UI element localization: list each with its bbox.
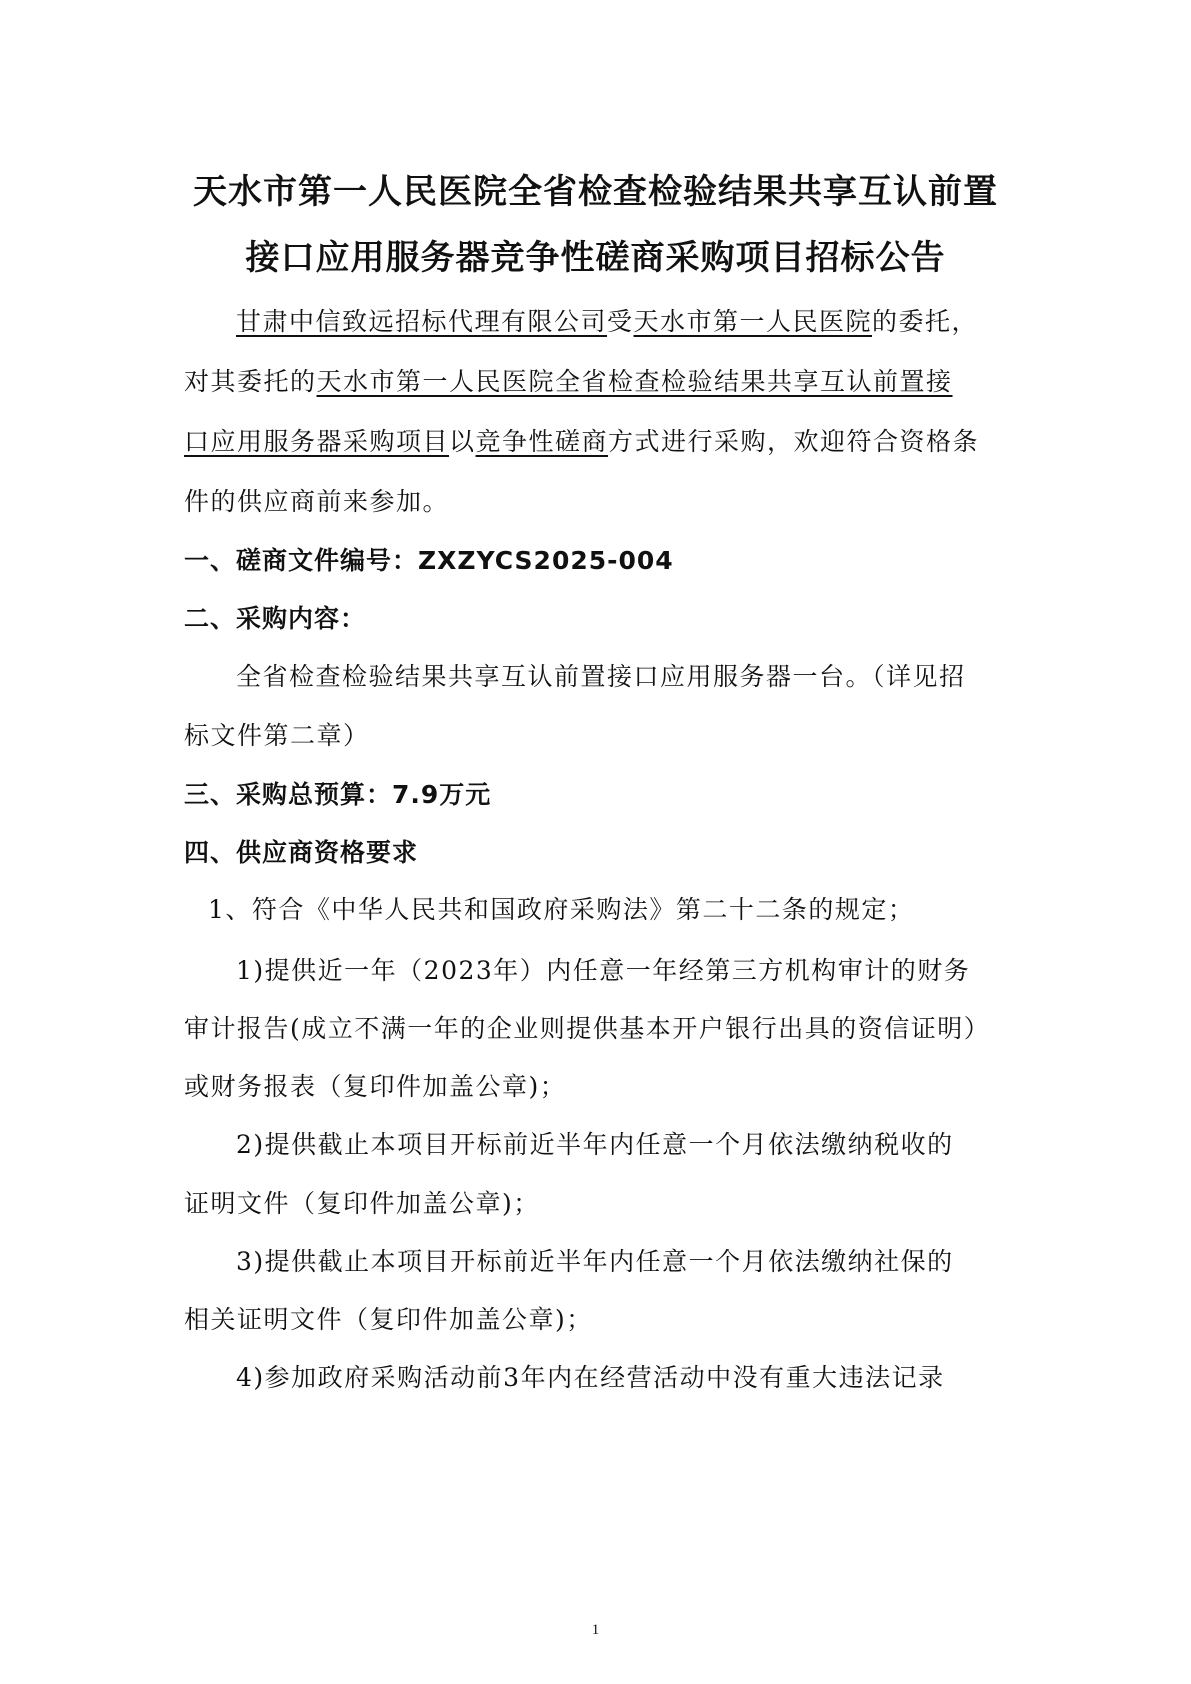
requirement-1c-line-2: 相关证明文件（复印件加盖公章)； [184,1305,593,1334]
agency-name: 甘肃中信致远招标代理有限公司 [236,307,608,336]
project-name-part-2: 口应用服务器采购项目 [184,427,450,456]
section-2-heading: 二、采购内容： [184,604,367,633]
section-2-body-line-2: 标文件第二章） [184,721,370,750]
requirement-1b-line-2: 证明文件（复印件加盖公章)； [184,1189,540,1218]
section-3-budget: 三、采购总预算：7.9万元 [184,780,492,809]
intro-line-2: 对其委托的天水市第一人民医院全省检查检验结果共享互认前置接 [184,367,953,396]
document-title-line-2: 接口应用服务器竞争性磋商采购项目招标公告 [245,238,946,278]
requirement-1a-line-2: 审计报告(成立不满一年的企业则提供基本开户银行出具的资信证明） [184,1014,991,1043]
section-4-heading: 四、供应商资格要求 [184,838,419,867]
page-number: 1 [591,1622,600,1638]
requirement-1d-line-1: 4)参加政府采购活动前3年内在经营活动中没有重大违法记录 [236,1363,945,1392]
procurement-method: 竞争性磋商 [475,427,609,456]
project-name-part-1: 天水市第一人民医院全省检查检验结果共享互认前置接 [316,367,953,396]
client-name: 天水市第一人民医院 [633,307,873,336]
intro-line-3: 口应用服务器采购项目以竞争性磋商方式进行采购，欢迎符合资格条 [184,427,980,456]
requirement-1: 1、符合《中华人民共和国政府采购法》第二十二条的规定； [208,895,915,924]
intro-line-4: 件的供应商前来参加。 [184,487,450,516]
requirement-1b-line-1: 2)提供截止本项目开标前近半年内任意一个月依法缴纳税收的 [236,1130,954,1159]
section-1-document-number: 一、磋商文件编号：ZXZYCS2025-004 [184,546,674,575]
intro-line-1: 甘肃中信致远招标代理有限公司受天水市第一人民医院的委托， [236,307,979,336]
document-title-line-1: 天水市第一人民医院全省检查检验结果共享互认前置 [193,172,998,212]
requirement-1c-line-1: 3)提供截止本项目开标前近半年内任意一个月依法缴纳社保的 [236,1247,954,1276]
section-2-body-line-1: 全省检查检验结果共享互认前置接口应用服务器一台。（详见招 [236,662,966,691]
requirement-1a-line-3: 或财务报表（复印件加盖公章)； [184,1072,567,1101]
requirement-1a-line-1: 1)提供近一年（2023年）内任意一年经第三方机构审计的财务 [236,956,971,985]
